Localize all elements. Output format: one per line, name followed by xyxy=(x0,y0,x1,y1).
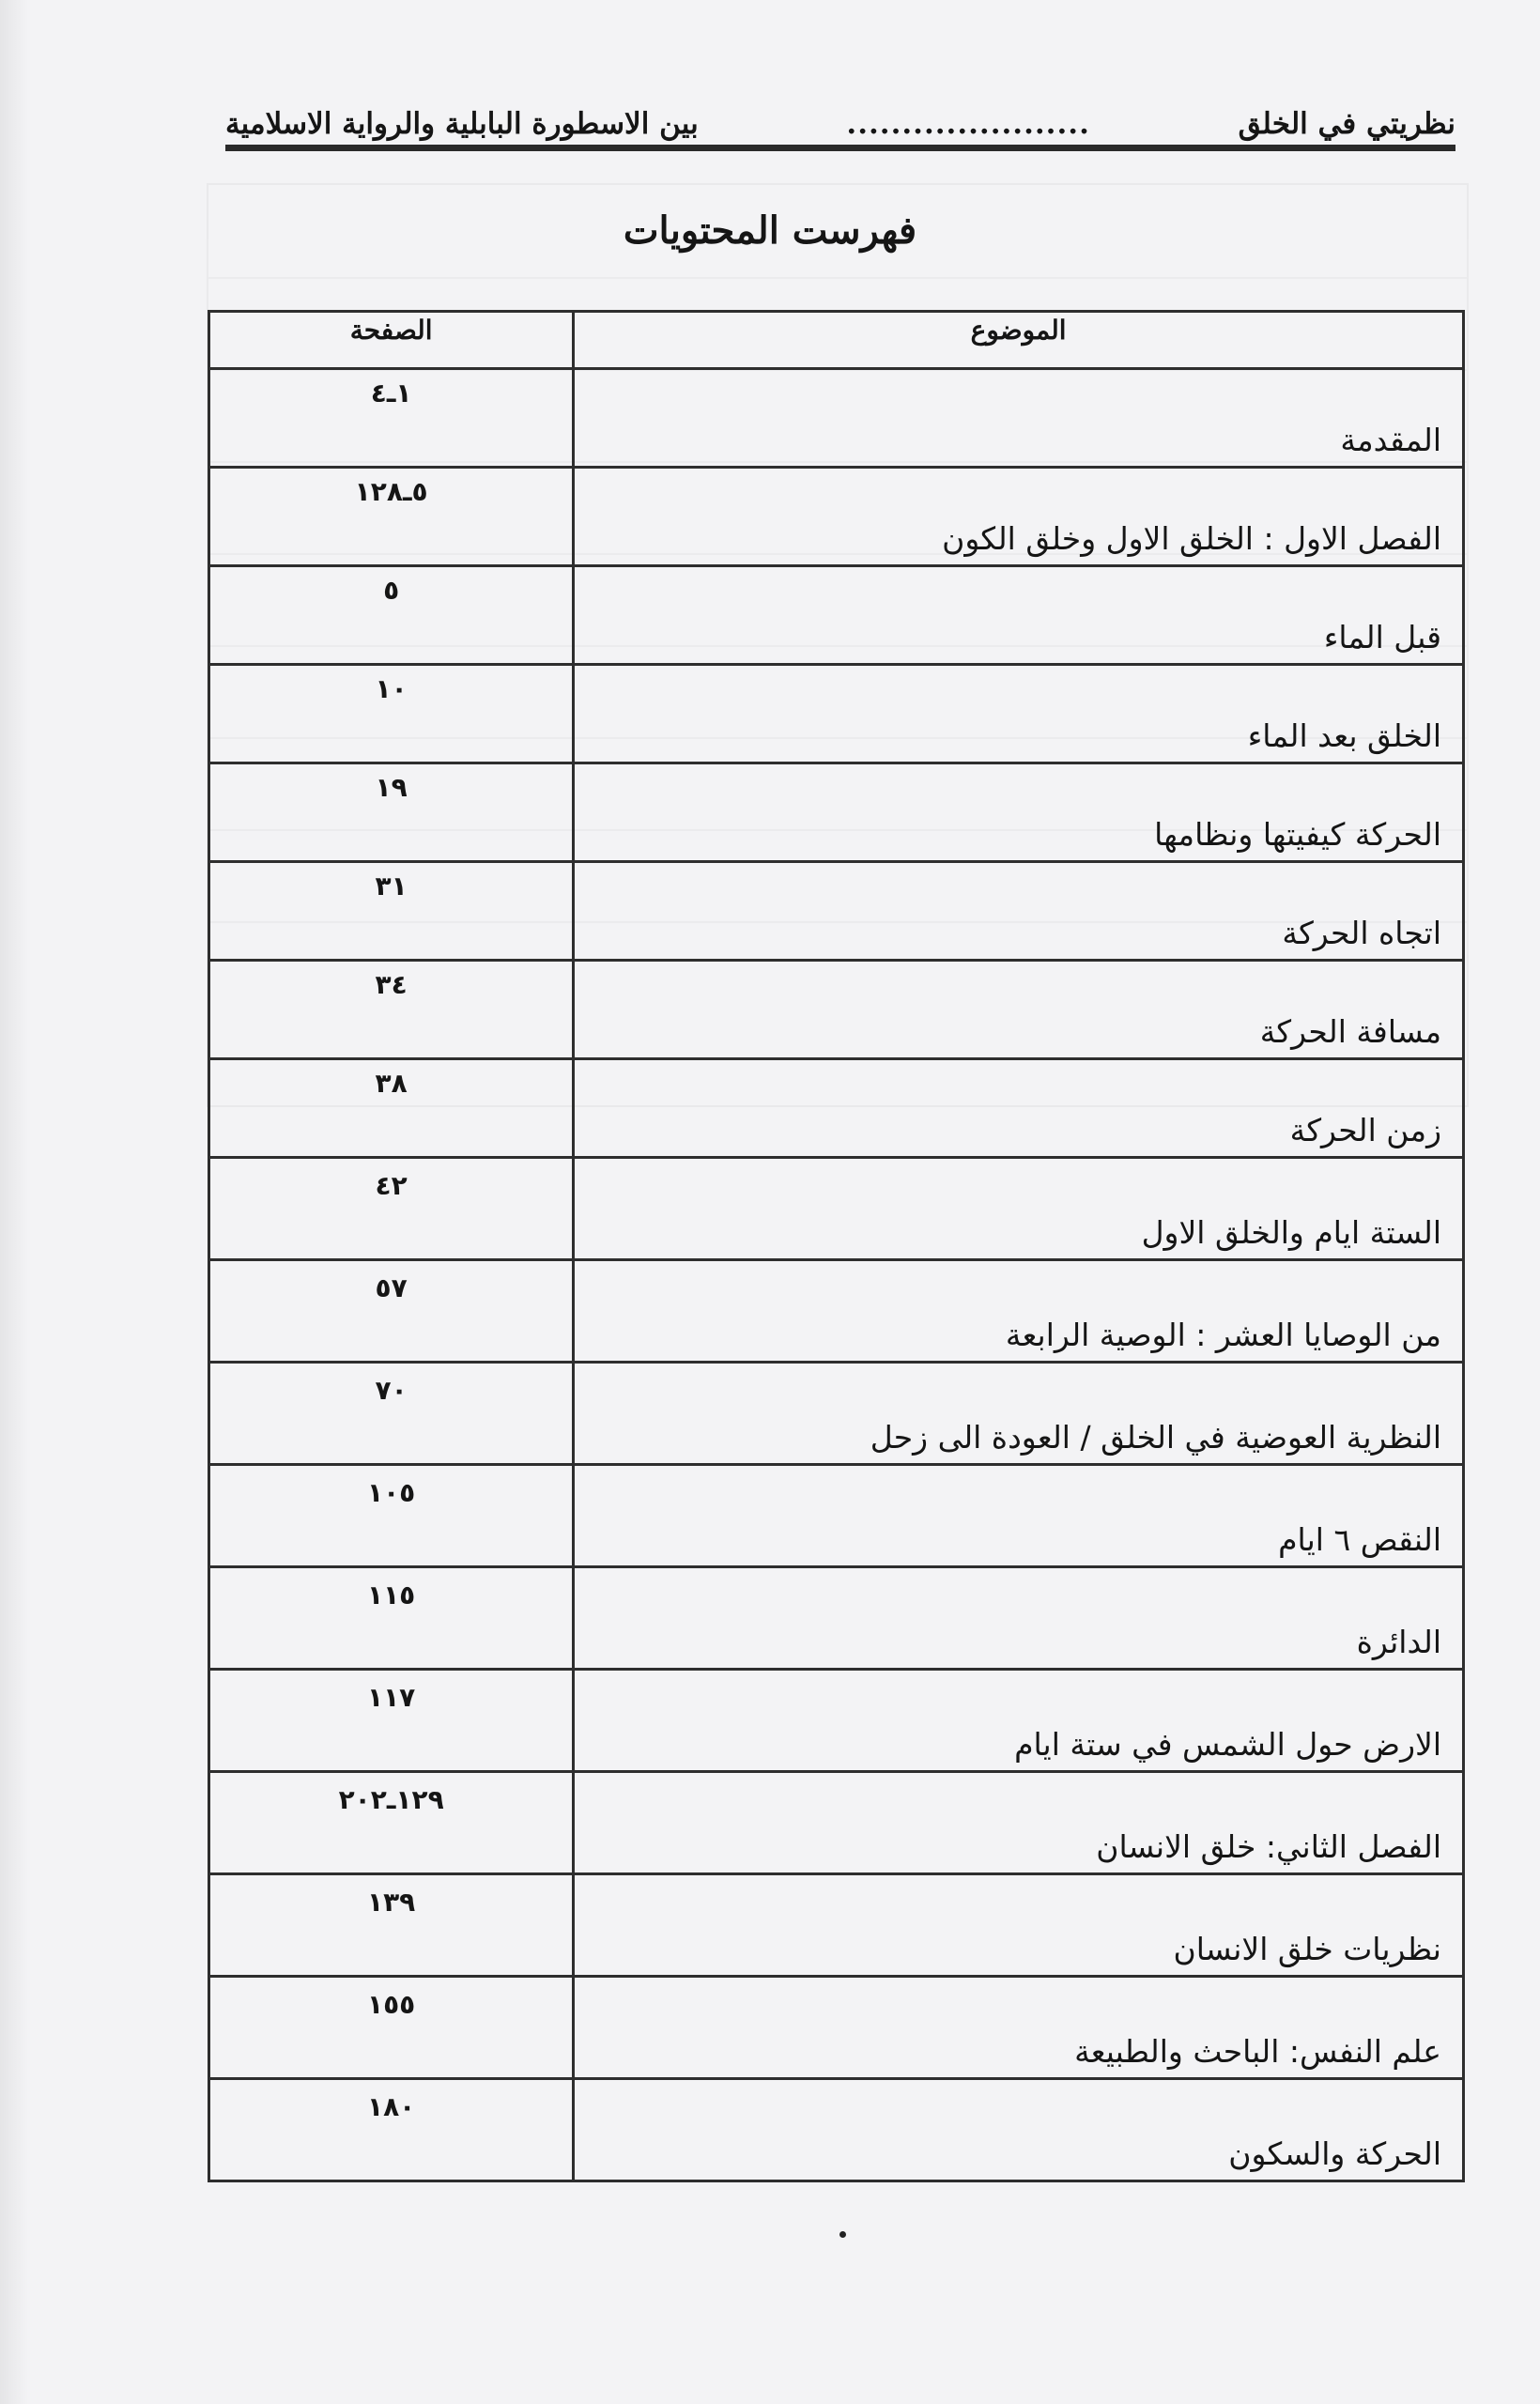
toc-topic: النقص ٦ ايام xyxy=(574,1465,1464,1567)
toc-row xyxy=(209,2079,1464,2181)
toc-row xyxy=(209,566,1464,665)
toc-row xyxy=(209,1670,1464,1772)
toc-topic: الحركة والسكون xyxy=(574,2079,1464,2181)
header-book-title: نظريتي في الخلق xyxy=(1238,107,1455,141)
header-subtitle: بين الاسطورة البابلية والرواية الاسلامية xyxy=(225,107,699,141)
toc-row xyxy=(209,763,1464,862)
toc-row xyxy=(209,468,1464,566)
toc-table xyxy=(208,310,1465,2182)
toc-topic: الستة ايام والخلق الاول xyxy=(574,1158,1464,1260)
bleed-through-rule xyxy=(208,277,1467,279)
toc-topic: قبل الماء xyxy=(574,566,1464,665)
toc-page-number: ١٩ xyxy=(209,763,574,862)
ink-speck xyxy=(839,2231,846,2238)
toc-page-number: ٧٠ xyxy=(209,1363,574,1465)
toc-row xyxy=(209,1772,1464,1874)
toc-topic: الحركة كيفيتها ونظامها xyxy=(574,763,1464,862)
toc-topic: اتجاه الحركة xyxy=(574,862,1464,961)
toc-row xyxy=(209,862,1464,961)
toc-topic: الدائرة xyxy=(574,1567,1464,1670)
header-dots: ...................... xyxy=(846,107,1090,141)
toc-topic: نظريات خلق الانسان xyxy=(574,1874,1464,1977)
toc-topic: الارض حول الشمس في ستة ايام xyxy=(574,1670,1464,1772)
toc-row xyxy=(209,1059,1464,1158)
toc-page-number: ٥ـ١٢٨ xyxy=(209,468,574,566)
toc-topic: الفصل الثاني: خلق الانسان xyxy=(574,1772,1464,1874)
toc-page-number: ٣١ xyxy=(209,862,574,961)
page-edge-shadow xyxy=(0,0,28,2404)
toc-topic: الخلق بعد الماء xyxy=(574,665,1464,763)
toc-row xyxy=(209,961,1464,1059)
toc-page-number: ٣٤ xyxy=(209,961,574,1059)
toc-title: فهرست المحتويات xyxy=(623,208,917,253)
toc-topic: مسافة الحركة xyxy=(574,961,1464,1059)
toc-row xyxy=(209,1363,1464,1465)
toc-page-number: ٥٧ xyxy=(209,1260,574,1363)
toc-page-number: ٣٨ xyxy=(209,1059,574,1158)
toc-page-number: ١ـ٤ xyxy=(209,369,574,468)
toc-row xyxy=(209,369,1464,468)
toc-row xyxy=(209,1567,1464,1670)
toc-page-number: ١١٧ xyxy=(209,1670,574,1772)
page-column-header: الصفحة xyxy=(209,312,574,369)
toc-page-number: ١٢٩ـ٢٠٢ xyxy=(209,1772,574,1874)
toc-topic: من الوصايا العشر : الوصية الرابعة xyxy=(574,1260,1464,1363)
toc-header-row xyxy=(209,312,1464,369)
toc-page-number: ١٥٥ xyxy=(209,1977,574,2079)
toc-page-number: ١١٥ xyxy=(209,1567,574,1670)
toc-page-number: ١٠ xyxy=(209,665,574,763)
toc-page-number: ١٨٠ xyxy=(209,2079,574,2181)
toc-topic: الفصل الاول : الخلق الاول وخلق الكون xyxy=(574,468,1464,566)
toc-topic: المقدمة xyxy=(574,369,1464,468)
toc-page-number: ١٠٥ xyxy=(209,1465,574,1567)
toc-row xyxy=(209,1260,1464,1363)
header-rule xyxy=(225,145,1455,151)
toc-topic: النظرية العوضية في الخلق / العودة الى زحل xyxy=(574,1363,1464,1465)
toc-page-number: ١٣٩ xyxy=(209,1874,574,1977)
toc-page-number: ٥ xyxy=(209,566,574,665)
toc-topic: زمن الحركة xyxy=(574,1059,1464,1158)
toc-page-number: ٤٢ xyxy=(209,1158,574,1260)
topic-column-header: الموضوع xyxy=(574,312,1464,369)
toc-row xyxy=(209,1874,1464,1977)
toc-row xyxy=(209,1977,1464,2079)
running-header xyxy=(225,92,1455,139)
toc-row xyxy=(209,665,1464,763)
toc-topic: علم النفس: الباحث والطبيعة xyxy=(574,1977,1464,2079)
toc-row xyxy=(209,1158,1464,1260)
toc-row xyxy=(209,1465,1464,1567)
